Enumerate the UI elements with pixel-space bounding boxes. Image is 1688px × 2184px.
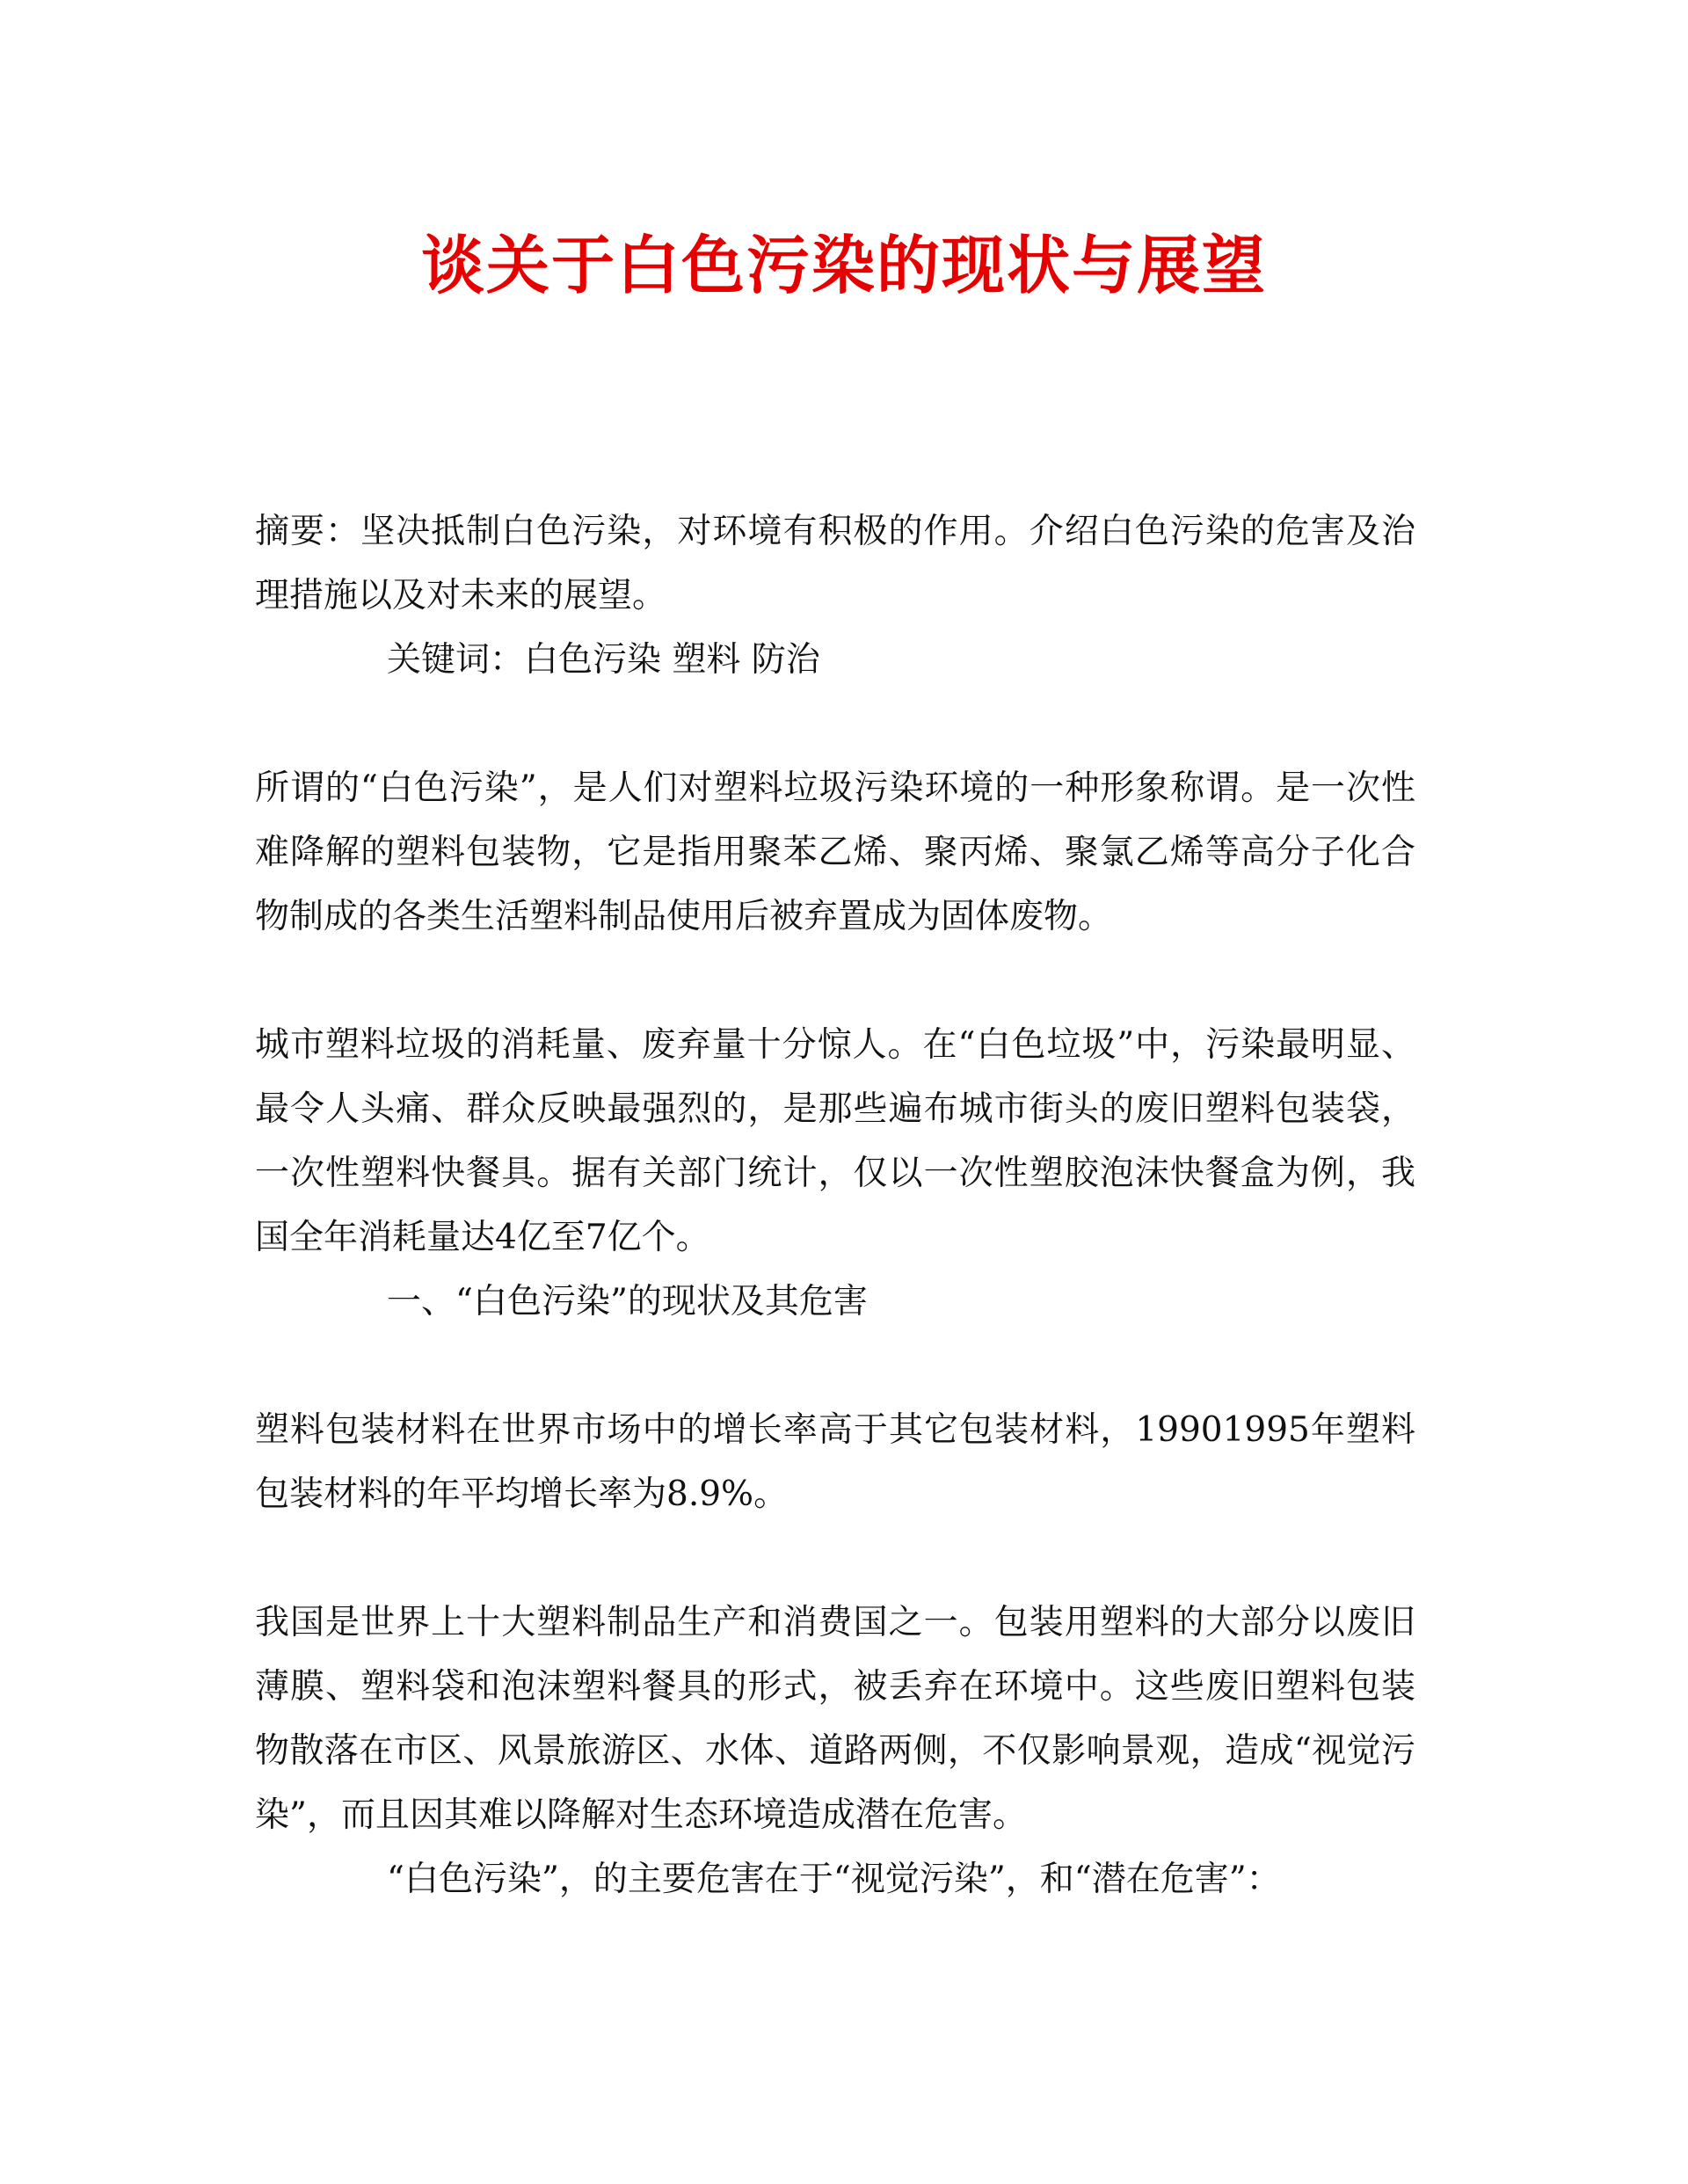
section-heading-status-and-harm: 一、“白色污染”的现状及其危害	[387, 1282, 868, 1321]
keywords-line: 关键词：白色污染 塑料 防治	[387, 640, 820, 680]
paragraph-white-pollution-definition: 所谓的“白色污染”，是人们对塑料垃圾污染环境的一种形象称谓。是一次性难降解的塑料包装物，它是指用聚苯乙烯、聚丙烯、聚氯乙烯等高分子化合物制成的各类生活塑料制品使用后被弃置成为固体废物。	[255, 768, 1415, 936]
paragraph-china-production: 我国是世界上十大塑料制品生产和消费国之一。包装用塑料的大部分以废旧薄膜、塑料袋和泡沫塑料餐具的形式，被丢弃在环境中。这些废旧塑料包装物散落在市区、风景旅游区、水体、道路两侧，不仅影响景观，造成“视觉污染”，而且因其难以降解对生态环境造成潜在危害。	[255, 1603, 1415, 1835]
abstract-paragraph: 摘要：坚决抵制白色污染，对环境有积极的作用。介绍白色污染的危害及治理措施以及对未来的展望。	[255, 512, 1415, 615]
document-title: 谈关于白色污染的现状与展望	[420, 229, 1267, 302]
paragraph-urban-plastic-waste: 城市塑料垃圾的消耗量、废弃量十分惊人。在“白色垃圾”中，污染最明显、最令人头痛、群众反映最强烈的，是那些遍布城市街头的废旧塑料包装袋，一次性塑料快餐具。据有关部门统计，仅以一次性塑胶泡沫快餐盒为例，我国全年消耗量达4亿至7亿个。	[255, 1025, 1415, 1257]
paragraph-main-harms: “白色污染”，的主要危害在于“视觉污染”，和“潜在危害”：	[387, 1860, 1281, 1899]
paragraph-growth-rate: 塑料包装材料在世界市场中的增长率高于其它包装材料，19901995年塑料包装材料的年平均增长率为8.9%。	[255, 1410, 1415, 1514]
